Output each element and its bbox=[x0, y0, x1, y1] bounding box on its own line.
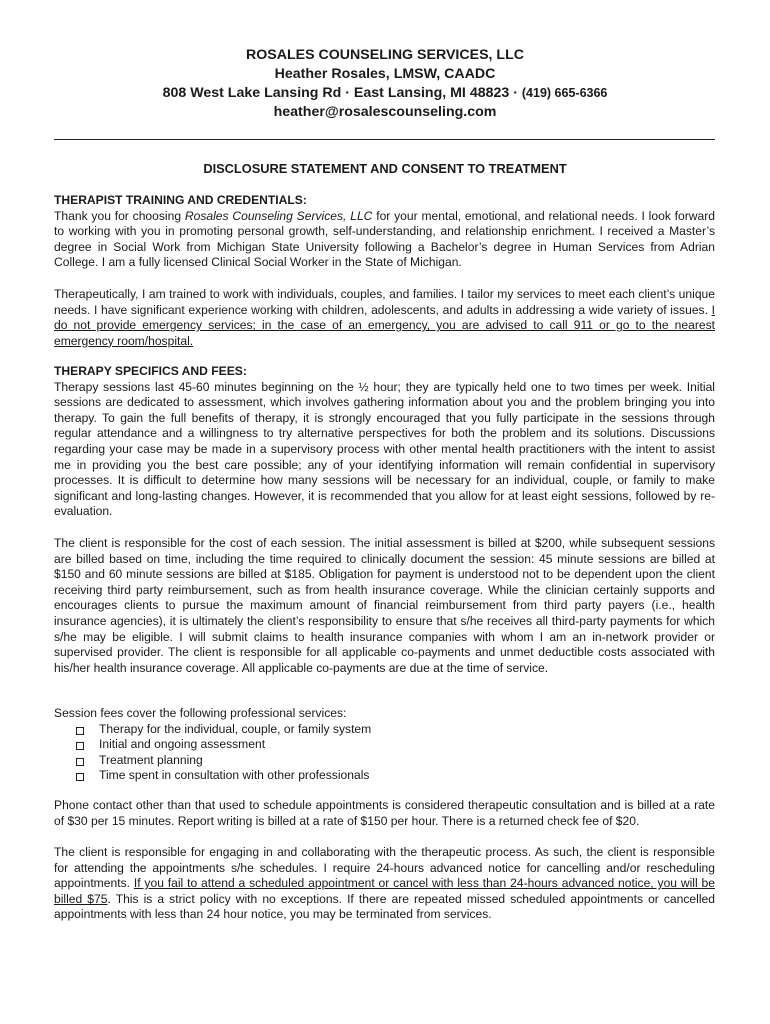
fees-paragraph: The client is responsible for the cost of each session. The initial assessment is billed at $200, while subsequent sessions are billed based on time, including the time required to clinically document the session: 45 minute sessions are billed at $150 and 60 minute sessions are billed at $185. Obligation for payment is understood not to be dependent upon the client receiving third party reimbursement, such as from health insurance coverage. While the clinician certainly supports and encourages clients to pursue the maximum amount of financial reimbursement from third party payers (i.e., health insurance agencies), it is ultimately the client’s responsibility to ensure that s/he receives all third-party payments for which s/he may be eligible. I will submit claims to health insurance companies with whom I am an in-network provider or supervised provider. The client is responsible for all applicable co-payments and unmet deductible costs associated with his/her health insurance coverage. All applicable co-payments are due at the time of service. bbox=[54, 536, 715, 675]
attendance-paragraph bbox=[54, 845, 715, 923]
attendance-text-end: . This is a strict policy with no exceptions. If there are repeated missed scheduled appointments or cancelled appointments with less than 24 hour notice, you may be terminated from services. bbox=[54, 891, 715, 922]
practice-name: Rosales Counseling Services, LLC bbox=[184, 208, 373, 223]
attendance-text-start: The client is responsible for engaging in and collaborating with the therapeutic process. As such, the client is responsible for attending the appointments s/he schedules. I require 24-hours advanced notice for cancelling and/or rescheduling appointments. bbox=[54, 845, 715, 891]
training-paragraph-2 bbox=[54, 287, 715, 349]
services-intro: Session fees cover the following professional services: bbox=[54, 706, 347, 720]
phone-contact-paragraph: Phone contact other than that used to schedule appointments is considered therapeutic consultation and is billed at a rate of $30 per 15 minutes. Report writing is billed at a rate of $150 per hour. There is a returned check fee of $20. bbox=[54, 798, 715, 828]
training-section bbox=[54, 193, 715, 271]
training-p1-end: for your mental, emotional, and relational needs. I look forward to working with you in promoting personal growth, self-understanding, and relationship enrichment. I received a Master’s degree in Social Work from Michigan State University following a Bachelor’s degree in Human Services from Adrian College. I am a fully licensed Clinical Social Worker in the State of Michigan. bbox=[54, 208, 715, 270]
service-label: Time spent in consultation with other professionals bbox=[99, 768, 370, 783]
services-list bbox=[54, 722, 715, 784]
service-label: Initial and ongoing assessment bbox=[99, 737, 266, 752]
letterhead bbox=[0, 46, 770, 122]
missed-appointment-notice: If you fail to attend a scheduled appointment or cancel with less than 24-hours advanced notice, you will be billed $75 bbox=[54, 876, 715, 906]
document-title: DISCLOSURE STATEMENT AND CONSENT TO TREATMENT bbox=[203, 161, 567, 176]
header-divider bbox=[54, 139, 715, 140]
checkbox-bullet-icon bbox=[76, 727, 84, 735]
training-p2-text: Therapeutically, I am trained to work with individuals, couples, and families. I tailor my services to meet each client’s unique needs. I have significant experience working with children, adolescents, and adults in addressing a wide variety of issues. bbox=[54, 287, 715, 317]
therapist-name: Heather Rosales, LMSW, CAADC bbox=[274, 66, 496, 82]
list-item bbox=[54, 768, 715, 784]
emergency-notice: I do not provide emergency services; in the case of an emergency, you are advised to call 911 or go to the nearest emergency room/hospital. bbox=[54, 302, 715, 348]
list-item bbox=[54, 722, 715, 738]
address-line bbox=[0, 84, 770, 103]
company-name: ROSALES COUNSELING SERVICES, LLC bbox=[245, 47, 524, 63]
training-p1-start: Thank you for choosing bbox=[54, 208, 185, 223]
specifics-paragraph-1: Therapy sessions last 45-60 minutes beginning on the ½ hour; they are typically held one to two times per week. Initial sessions are dedicated to assessment, which involves gathering information about you and the problem bringing you into therapy. To gain the full benefits of therapy, it is strongly encouraged that you fully participate in the sessions through regular attendance and a willingness to try alternative perspectives for both the problem and its solutions. Discussions regarding your case may be made in a supervisory process with other mental health practitioners with the intent to assist me in providing you the best care possible; any of your identifying information will remain confidential in supervisory processes. It is difficult to determine how many sessions will be necessary for an individual, couple, or family to make significant and long-lasting changes. However, it is recommended that you allow for at least eight sessions, followed by re-evaluation. bbox=[54, 379, 715, 519]
specifics-heading: THERAPY SPECIFICS AND FEES: bbox=[54, 364, 247, 378]
specifics-section bbox=[54, 364, 715, 520]
phone-number: (419) 665-6366 bbox=[521, 86, 608, 100]
services-block bbox=[54, 706, 715, 784]
list-item bbox=[54, 737, 715, 753]
email-address: heather@rosalescounseling.com bbox=[273, 104, 497, 120]
service-label: Treatment planning bbox=[99, 752, 203, 767]
checkbox-bullet-icon bbox=[76, 742, 84, 750]
checkbox-bullet-icon bbox=[76, 758, 84, 766]
address: 808 West Lake Lansing Rd · East Lansing, MI 48823 · bbox=[162, 85, 522, 101]
list-item bbox=[54, 753, 715, 769]
training-heading: THERAPIST TRAINING AND CREDENTIALS: bbox=[54, 193, 307, 207]
training-paragraph-1 bbox=[54, 209, 715, 271]
checkbox-bullet-icon bbox=[76, 773, 84, 781]
service-label: Therapy for the individual, couple, or family system bbox=[99, 721, 372, 736]
